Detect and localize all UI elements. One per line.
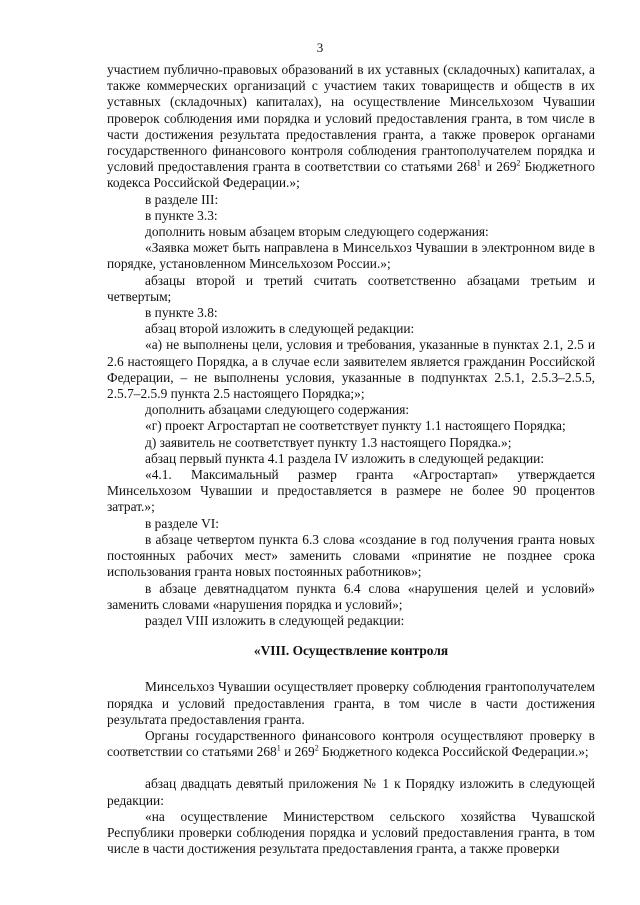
paragraph: в пункте 3.8: xyxy=(145,305,218,321)
paragraph: в абзаце четвертом пункта 6.3 слова «создание в год получения гранта новых постоянных рабочих мест» заменить словами «принятие не позднее срока использования гранта новых постоянных работников»; xyxy=(107,531,595,580)
page-number: 3 xyxy=(316,40,324,55)
paragraph: абзац первый пункта 4.1 раздела IV изложить в следующей редакции: xyxy=(145,450,545,466)
paragraph: абзацы второй и третий считать соответственно абзацами третьим и четвертым; xyxy=(107,272,595,304)
paragraph: дополнить новым абзацем вторым следующего содержания: xyxy=(145,224,489,240)
paragraph: Минсельхоз Чувашии осуществляет проверку соблюдения грантополучателем порядка и условий предоставления гранта, в том числе в части достижения результата предоставления гранта. xyxy=(107,679,595,727)
paragraph: Органы государственного финансового контроля осуществляют проверку в соответствии со статьями $268^1$ и $269^2$ Бюджетного кодекса Российской Федерации.»; xyxy=(107,727,595,760)
paragraph: «г) проект Агростартап не соответствует пункту 1.1 настоящего Порядка; xyxy=(145,418,566,434)
paragraph: абзац двадцать девятый приложения № 1 к Порядку изложить в следующей редакции: xyxy=(107,776,595,808)
paragraph: участием публично-правовых образований в их уставных (складочных) капиталах, а также коммерческих организаций с участием таких товариществ и обществ в их уставных (складочных) капиталах), на осуществление Минсельхозом Чувашии проверок соблюдения ими порядка и условий предоставления гранта, в том числе в части достижения результата предоставления гранта, а также проверок органами государственного финансового контроля соблюдения грантополучателем порядка и условий предоставления гранта в соответствии со статьями $268^1$ и $269^2$ Бюджетного кодекса Российской Федерации.»; xyxy=(107,62,595,191)
paragraph: «на осуществление Министерством сельского хозяйства Чувашской Республики проверки соблюдения порядка и условий предоставления гранта, в том числе в части достижения результата предоставления гранта, а также проверки xyxy=(107,808,595,857)
paragraph: в разделе III: xyxy=(145,191,219,207)
document-body xyxy=(107,62,595,857)
paragraph: в разделе VI: xyxy=(145,515,219,531)
superscript: 1 xyxy=(476,158,481,168)
paragraph: дополнить абзацами следующего содержания: xyxy=(145,402,410,418)
section-heading: «VIII. Осуществление контроля xyxy=(253,643,449,659)
paragraph: д) заявитель не соответствует пункту 1.3 настоящего Порядка.»; xyxy=(145,434,512,450)
paragraph: абзац второй изложить в следующей редакции: xyxy=(145,321,415,337)
superscript: 1 xyxy=(276,743,281,753)
superscript: 2 xyxy=(516,158,521,168)
paragraph: в абзаце девятнадцатом пункта 6.4 слова «нарушения целей и условий» заменить словами «нарушения порядка и условий»; xyxy=(107,580,595,612)
paragraph: «4.1. Максимальный размер гранта «Агростартап» утверждается Минсельхозом Чувашии и предоставляется в размере не более 90 процентов затрат.»; xyxy=(107,467,595,515)
paragraph: «Заявка может быть направлена в Минсельхоз Чувашии в электронном виде в порядке, установленном Минсельхозом России.»; xyxy=(107,240,595,272)
paragraph: в пункте 3.3: xyxy=(145,207,218,223)
paragraph: «а) не выполнены цели, условия и требования, указанные в пунктах 2.1, 2.5 и 2.6 настоящего Порядка, а в случае если заявителем является гражданин Российской Федерации, – не выполнены условия, указанные в подпунктах 2.5.1, 2.5.3–2.5.5, 2.5.7–2.5.9 пункта 2.5 настоящего Порядка;»; xyxy=(107,337,595,402)
superscript: 2 xyxy=(314,743,319,753)
paragraph: раздел VIII изложить в следующей редакции: xyxy=(145,612,405,628)
